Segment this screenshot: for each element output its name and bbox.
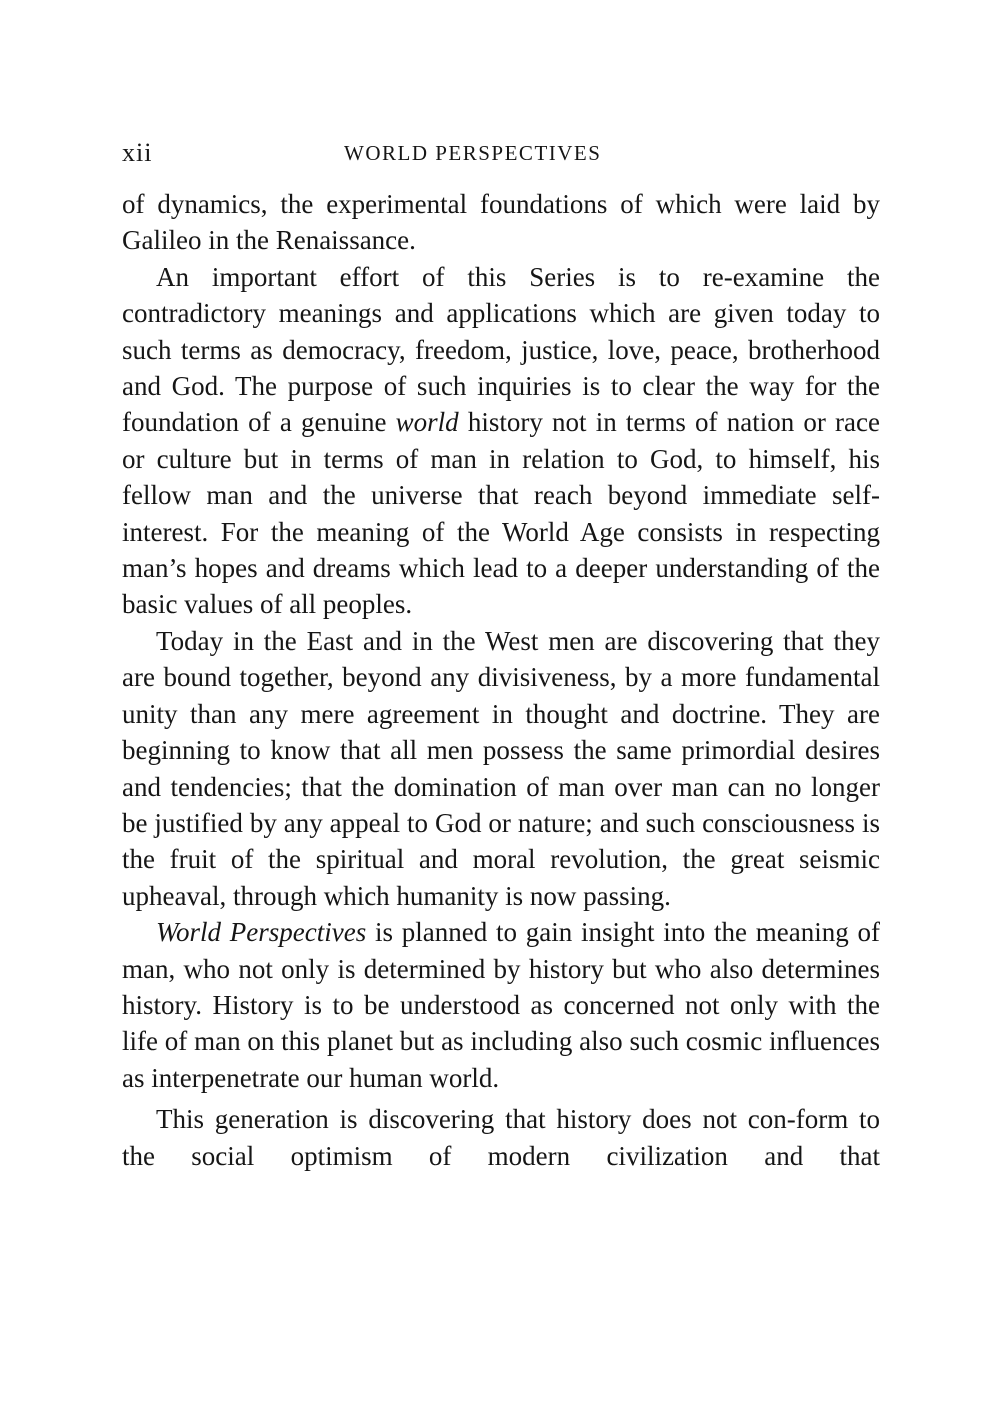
paragraph-text: An important effort of this Series is to re-examine the contradictory meanings and applications which are given today to such terms as democracy, freedom, justice, love, peace, brotherhood and God. The purpose of such inquiries is to clear the way for the foundation of a genuine [122,261,880,438]
running-head [122,138,880,170]
page-number: xii [122,138,153,167]
italic-series-title: World Perspectives [156,917,367,948]
italic-world: world [395,407,459,438]
paragraph-text: history not in terms of nation or race or culture but in terms of man in relation to God, to himself, his fellow man and the universe that reach beyond immediate self-interest. For the meaning of the World Age consists in respecting man’s hopes and dreams which lead to a deeper understanding of the basic values of all peoples. [122,407,880,620]
paragraph-series-effort [122,259,880,623]
running-title: WORLD PERSPECTIVES [344,141,602,165]
paragraph-this-generation: This generation is discovering that history does not con-form to the social optimism of modern civilization and that [122,1104,880,1171]
paragraph-continuation: of dynamics, the experimental foundations of which were laid by Galileo in the Renaissance. [122,189,880,256]
paragraph-text: is planned to gain insight into the meaning of man, who not only is determined by history but who also determines history. History is to be understood as concerned not only with the life of man on this planet but as including also such cosmic influences as interpenetrate our human world. [122,917,880,1093]
paragraph-world-perspectives [122,914,880,1096]
paragraph-east-west: Today in the East and in the West men are discovering that they are bound together, beyond any divisiveness, by a more fundamental unity than any mere agreement in thought and doctrine. They are beginning to know that all men possess the same primordial desires and tendencies; that the domination of man over man can no longer be justified by any appeal to God or nature; and such consciousness is the fruit of the spiritual and moral revolution, the great seismic upheaval, through which humanity is now passing. [122,625,880,911]
book-page [122,138,880,1174]
